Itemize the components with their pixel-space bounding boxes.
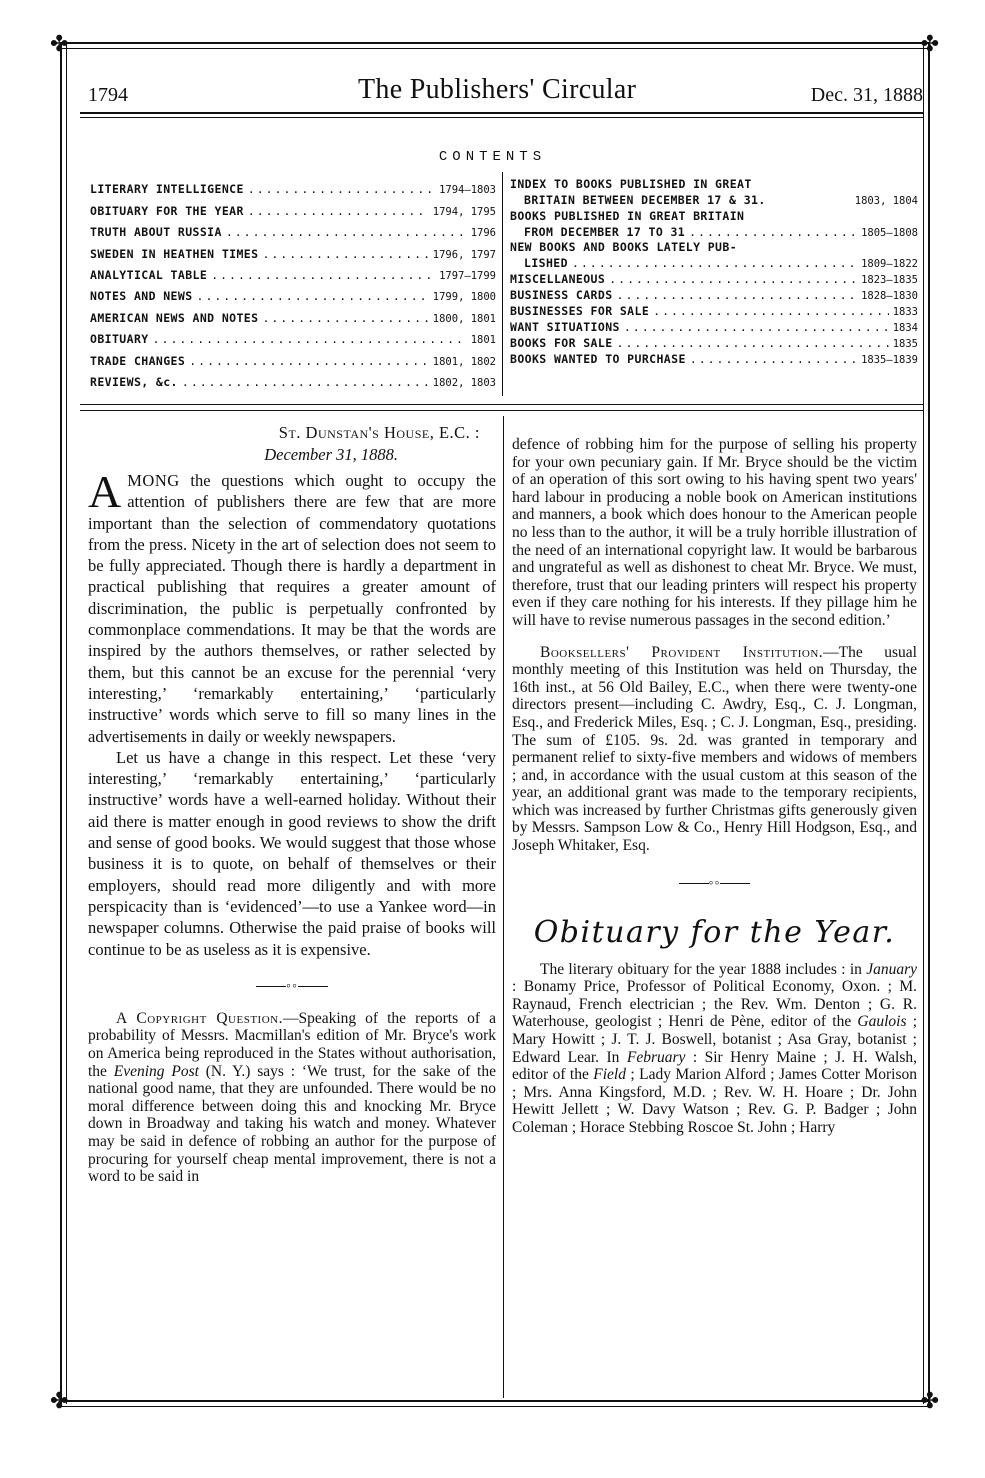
contents-divider <box>502 172 503 396</box>
contents-entry-label: LISHED <box>524 256 568 271</box>
newspaper-name: Field <box>593 1066 626 1084</box>
contents-entry-label: FROM DECEMBER 17 TO 31 <box>524 224 686 239</box>
paragraph-text: : Bonamy Price, Professor of Political Economy, Oxon. ; M. Raynaud, French electrician ; the Rev. Wm. Denton ; G. R. Waterhouse, geologist ; Henri de Pène, editor of the <box>512 978 917 1031</box>
dot-leader <box>197 289 429 303</box>
contents-entry <box>510 175 918 191</box>
contents-entry-label: MISCELLANEOUS <box>510 272 606 287</box>
paragraph-text: —The usual monthly meeting of this Institution was held on Thursday, the 16th inst., at 56 Old Bailey, E.C., when there were twenty-one directors present—including C. Awdry, Esq., C. J. Longman, Esq., and Frederick Miles, Esq. ; C. J. Longman, Esq., presiding. The sum of £105. 9s. 2d. was granted in temporary and permanent relief to sixty-five members and widows of members ; and, in accordance with the usual custom at this season of the year, an additional grant was made to the temporary recipients, which was increased by further Christmas gifts generously given by Messrs. Sampson Low & Co., Henry Hill Hodgson, Esq., and Joseph Whitaker, Esq. <box>512 643 917 855</box>
dot-leader <box>617 288 858 302</box>
obituary-paragraph <box>512 961 917 1137</box>
dot-leader <box>653 304 889 318</box>
paragraph-text: The literary obituary for the year 1888 includes : in <box>540 960 867 978</box>
newspaper-name: Evening Post <box>113 1062 199 1080</box>
contents-entry <box>510 350 918 366</box>
booksellers-paragraph <box>512 644 917 855</box>
contents-entry-label: NOTES AND NEWS <box>90 289 193 304</box>
contents-entry <box>510 223 918 239</box>
paragraph-text: ; Mary Howitt ; J. T. J. Boswell, botanist ; Asa Gray, botanist ; Edward Lear. In <box>512 1013 917 1066</box>
contents-entry-label: SWEDEN IN HEATHEN TIMES <box>90 246 259 261</box>
contents-entry-pages: 1794—1803 <box>439 184 496 197</box>
contents-entry-pages: 1796, 1797 <box>432 248 496 261</box>
month-name: February <box>626 1048 686 1066</box>
obituary-heading: Obituary for the Year. <box>533 914 896 950</box>
contents-entry-label: BOOKS WANTED TO PURCHASE <box>510 351 686 366</box>
dot-leader <box>690 352 857 366</box>
contents-entry <box>90 346 496 367</box>
contents-entry-label: REVIEWS, &c. <box>90 374 178 389</box>
contents-entry-pages: 1834 <box>892 321 918 334</box>
section-ornament: ◦◦ <box>512 869 917 899</box>
contents-entry <box>510 239 918 255</box>
paragraph-text: ; Lady Marion Alford ; James Cotter Morison ; Mrs. Anna Kingsford, M.D. ; Rev. W. H. Hoare ; Dr. John Hewitt Jellett ; W. Davy Watson ; Rev. G. P. Badger ; John Coleman ; Horace Stebbing Roscoe St. John ; Harry <box>512 1066 917 1136</box>
contents-entry-label: BRITAIN BETWEEN DECEMBER 17 & 31. <box>524 192 766 207</box>
dot-leader <box>211 268 435 282</box>
booksellers-heading: Booksellers' Provident Institution. <box>540 643 824 661</box>
contents-entry-label: LITERARY INTELLIGENCE <box>90 182 244 197</box>
contents-entry-pages: 1801 <box>470 334 496 347</box>
article-paragraph <box>88 466 497 747</box>
article-paragraph: Let us have a change in this respect. Let these ‘very interesting,’ ‘remarkably entertaining,’ ‘particularly instructive’ words have a well-earned holiday. Without their aid there is matter enough in good reviews to show the drift and sense of good books. We would suggest that those whose business it is to quote, on behalf of themselves or their employers, should read more diligently and with more perspicacity than is ‘evidenced’—to use a Yankee word—in newspaper columns. Otherwise the paid praise of books will continue to be as useless as it is expensive. <box>88 747 496 959</box>
contents-entry-pages: 1800, 1801 <box>432 312 496 325</box>
contents-entry <box>510 254 918 270</box>
contents-entry-pages: 1835 <box>892 337 918 350</box>
opening-word: MONG <box>127 471 180 490</box>
contents-entry <box>90 261 496 282</box>
page-number: 1794 <box>88 84 128 106</box>
dot-leader <box>248 182 435 196</box>
dot-leader <box>262 247 428 261</box>
contents-entry-label: NEW BOOKS AND BOOKS LATELY PUB- <box>510 240 738 255</box>
dot-leader <box>624 320 889 334</box>
right-column <box>512 436 917 1137</box>
issue-date: Dec. 31, 1888 <box>810 84 923 106</box>
drop-cap: A <box>88 466 122 517</box>
contents-entry-label: INDEX TO BOOKS PUBLISHED IN GREAT <box>510 176 752 191</box>
contents-list-left <box>90 175 496 389</box>
dot-leader <box>689 225 857 239</box>
contents-entry <box>510 318 918 334</box>
border-bottom-rule <box>60 1400 930 1407</box>
contents-entry <box>90 239 496 260</box>
header-rule <box>80 112 923 118</box>
contents-entry-label: BUSINESSES FOR SALE <box>510 304 650 319</box>
contents-entry-pages: 1805—1808 <box>861 226 918 239</box>
corner-ornament-icon: ✤ <box>50 1388 69 1413</box>
contents-entry-pages: 1801, 1802 <box>432 355 496 368</box>
contents-entry-label: BOOKS PUBLISHED IN GREAT BRITAIN <box>510 208 745 223</box>
contents-entry-pages: 1799, 1800 <box>432 291 496 304</box>
dot-leader <box>189 354 429 368</box>
corner-ornament-icon: ✤ <box>50 31 69 56</box>
contents-entry-pages: 1833 <box>892 306 918 319</box>
copyright-continued: defence of robbing him for the purpose of selling his property for your own pecuniary gain. If Mr. Bryce should be the victim of an operation of this sort owing to his having spent two years' hard labour in producing a noble book on American institutions and manners, a book which does honour to the American people no less than to the author, it will be a truly horrible illustration of the need of an international copyright law. It would be barbarous and ungrateful as well as dishonest to cheat Mr. Bryce. We must, therefore, trust that our leading printers will respect his property even if they care nothing for his interests. If they pillage him he will have to revise numerous passages in the second edition.’ <box>512 436 917 629</box>
dot-leader <box>617 336 889 350</box>
dot-leader <box>226 225 467 239</box>
contents-entry <box>90 175 496 196</box>
contents-entry-label: ANALYTICAL TABLE <box>90 267 208 282</box>
contents-entry-pages: 1796 <box>470 227 496 240</box>
section-ornament: ◦◦ <box>88 972 496 1002</box>
contents-list-right <box>510 175 918 366</box>
contents-entry <box>90 282 496 303</box>
contents-entry-pages: 1794, 1795 <box>432 205 496 218</box>
contents-entry-pages: 1809—1822 <box>861 258 918 271</box>
journal-title: The Publishers' Circular <box>358 74 637 105</box>
contents-entry-label: OBITUARY <box>90 332 149 347</box>
month-name: January <box>866 960 917 978</box>
copyright-paragraph <box>88 1010 496 1186</box>
contents-entry-pages: 1828—1830 <box>861 290 918 303</box>
border-left-rule <box>60 42 67 1404</box>
paragraph-text: —Speaking of the reports of a probability of Messrs. Macmillan's edition of Mr. Bryce's work on America being reproduced in the States without authorisation, the <box>88 1009 496 1080</box>
contents-entry <box>510 302 918 318</box>
contents-entry-pages: 1802, 1803 <box>432 376 496 389</box>
corner-ornament-icon: ✤ <box>920 31 939 56</box>
contents-entry <box>510 207 918 223</box>
contents-entry-label: TRADE CHANGES <box>90 353 186 368</box>
contents-rule <box>80 404 923 405</box>
column-divider <box>503 416 504 1398</box>
contents-entry-label: BUSINESS CARDS <box>510 288 613 303</box>
contents-entry <box>510 191 918 207</box>
dot-leader <box>262 311 428 325</box>
contents-heading: CONTENTS <box>438 149 547 165</box>
copyright-heading: A Copyright Question. <box>116 1009 283 1027</box>
paragraph-text: : Sir Henry Maine ; J. H. Walsh, editor of the <box>512 1048 917 1084</box>
contents-entry-label: OBITUARY FOR THE YEAR <box>90 203 244 218</box>
contents-entry <box>90 303 496 324</box>
dateline-place: St. Dunstan's House, E.C. : <box>278 423 480 442</box>
contents-entry-label: AMERICAN NEWS AND NOTES <box>90 310 259 325</box>
contents-entry-label: WANT SITUATIONS <box>510 319 620 334</box>
contents-entry <box>510 334 918 350</box>
contents-entry <box>90 196 496 217</box>
paragraph-text: (N. Y.) says : ‘We trust, for the sake of the national good name, that they are unfounded. There would be no moral difference between doing this and knocking Mr. Bryce down in Broadway and taking his watch and money. Whatever may be said in defence of robbing an author for the purpose of procuring for yourself cheap mental improvement, there is not a word to be said in <box>88 1062 496 1186</box>
border-top-rule <box>60 42 930 49</box>
contents-entry <box>90 325 496 346</box>
contents-entry-pages: 1797—1799 <box>439 269 496 282</box>
paragraph-text: the questions which ought to occupy the attention of publishers there are few that are more important than the selection of commendatory quotations from the press. Nicety in the art of selection does not seem to be fully appreciated. Though there is hardly a department in practical publishing that requires a greater amount of discrimination, the public is perpetually confronted by commonplace commendations. It may be that the words are inspired by the authors themselves, or rather selected by them, but this cannot be an excuse for the perennial ‘very interesting,’ ‘remarkably entertaining,’ ‘particularly instructive’ words which serve to fill so many lines in the advertisements in daily or weekly newspapers. <box>88 471 497 746</box>
dot-leader <box>572 256 857 270</box>
contents-entry-pages: 1803, 1804 <box>854 194 918 207</box>
contents-entry <box>90 368 496 389</box>
newspaper-name: Gaulois <box>857 1013 907 1031</box>
dateline <box>88 422 496 466</box>
dot-leader <box>153 332 467 346</box>
contents-entry <box>510 286 918 302</box>
contents-entry-pages: 1835—1839 <box>861 353 918 366</box>
contents-entry-pages: 1823—1835 <box>861 274 918 287</box>
running-header <box>88 70 923 108</box>
dateline-date: December 31, 1888. <box>264 445 398 464</box>
border-right-rule <box>923 42 930 1404</box>
contents-rule <box>80 410 923 411</box>
dot-leader <box>182 375 429 389</box>
dot-leader <box>609 272 857 286</box>
contents-entry-label: BOOKS FOR SALE <box>510 335 613 350</box>
left-column <box>88 422 496 1186</box>
corner-ornament-icon: ✤ <box>920 1388 939 1413</box>
contents-entry-label: TRUTH ABOUT RUSSIA <box>90 225 222 240</box>
contents-entry <box>90 218 496 239</box>
contents-entry <box>510 270 918 286</box>
dot-leader <box>248 204 429 218</box>
